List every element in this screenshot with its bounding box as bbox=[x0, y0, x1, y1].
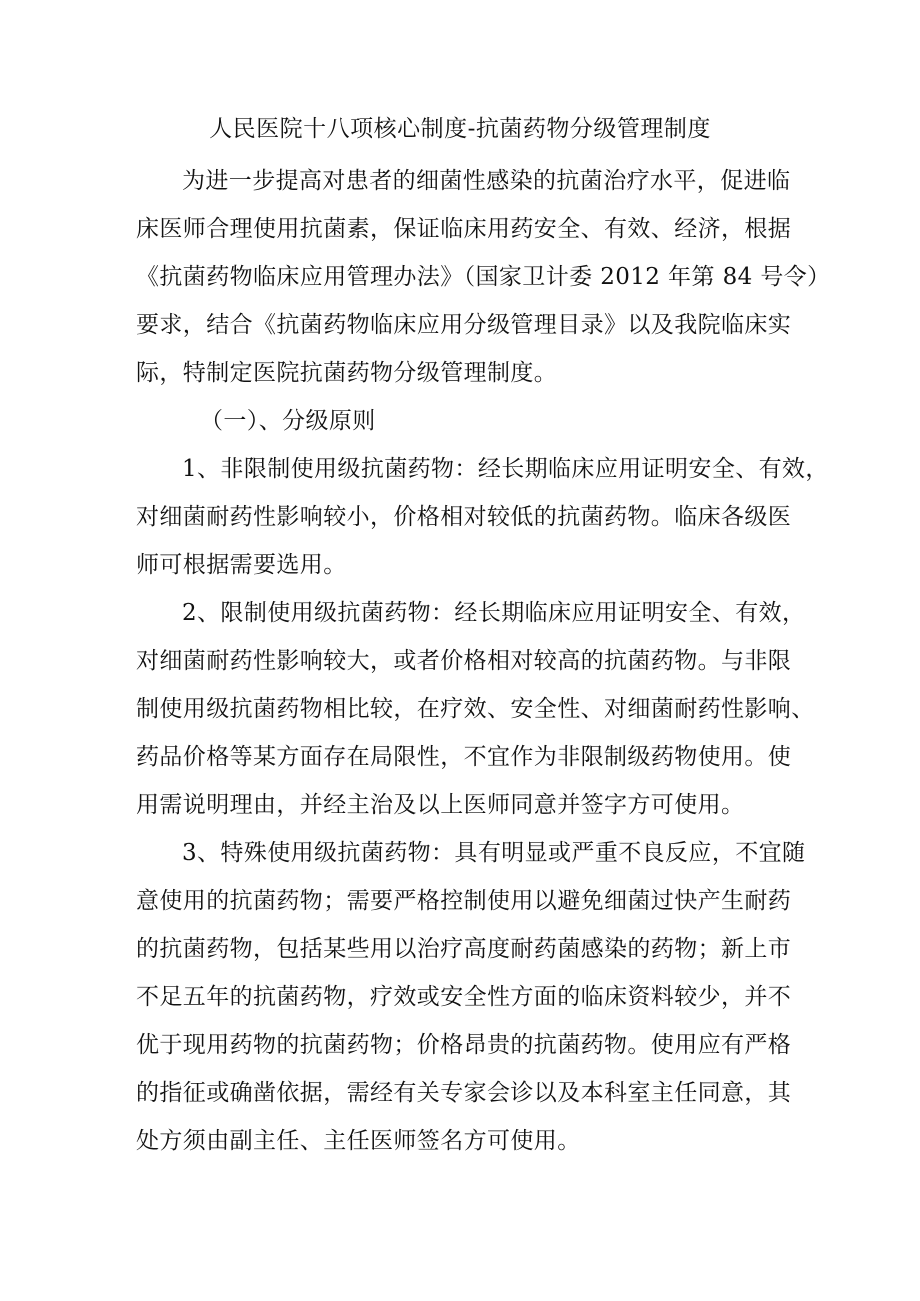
section-heading: （一）、分级原则 bbox=[200, 408, 376, 434]
intro-line: 要求，结合《抗菌药物临床应用分级管理目录》以及我院临床实 bbox=[136, 312, 792, 338]
item1-line: 1、非限制使用级抗菌药物：经长期临床应用证明安全、有效， bbox=[182, 456, 829, 482]
item2-line: 对细菌耐药性影响较大，或者价格相对较高的抗菌药物。与非限 bbox=[136, 648, 792, 674]
item1-line: 对细菌耐药性影响较小，价格相对较低的抗菌药物。临床各级医 bbox=[136, 504, 792, 530]
item3-line: 3、特殊使用级抗菌药物：具有明显或严重不良反应，不宜随 bbox=[182, 840, 806, 866]
intro-line: 际，特制定医院抗菌药物分级管理制度。 bbox=[136, 360, 558, 386]
document-title: 人民医院十八项核心制度-抗菌药物分级管理制度 bbox=[209, 116, 711, 142]
intro-line: 为进一步提高对患者的细菌性感染的抗菌治疗水平，促进临 bbox=[182, 168, 791, 194]
item3-line: 的指征或确凿依据，需经有关专家会诊以及本科室主任同意，其 bbox=[136, 1080, 792, 1106]
item2-line: 制使用级抗菌药物相比较，在疗效、安全性、对细菌耐药性影响、 bbox=[136, 696, 815, 722]
item2-line: 2、限制使用级抗菌药物：经长期临床应用证明安全、有效， bbox=[182, 600, 806, 626]
item3-line: 的抗菌药物，包括某些用以治疗高度耐药菌感染的药物；新上市 bbox=[136, 936, 792, 962]
item3-line: 处方须由副主任、主任医师签名方可使用。 bbox=[136, 1128, 581, 1154]
intro-line: 床医师合理使用抗菌素，保证临床用药安全、有效、经济，根据 bbox=[136, 216, 792, 242]
item1-line: 师可根据需要选用。 bbox=[136, 552, 347, 578]
item3-line: 意使用的抗菌药物；需要严格控制使用以避免细菌过快产生耐药 bbox=[136, 888, 792, 914]
item2-line: 用需说明理由，并经主治及以上医师同意并签字方可使用。 bbox=[136, 792, 745, 818]
item2-line: 药品价格等某方面存在局限性，不宜作为非限制级药物使用。使 bbox=[136, 744, 792, 770]
intro-line: 《抗菌药物临床应用管理办法》（国家卫计委 2012 年第 84 号令） bbox=[136, 264, 831, 290]
item3-line: 优于现用药物的抗菌药物；价格昂贵的抗菌药物。使用应有严格 bbox=[136, 1032, 792, 1058]
item3-line: 不足五年的抗菌药物，疗效或安全性方面的临床资料较少，并不 bbox=[136, 984, 792, 1010]
